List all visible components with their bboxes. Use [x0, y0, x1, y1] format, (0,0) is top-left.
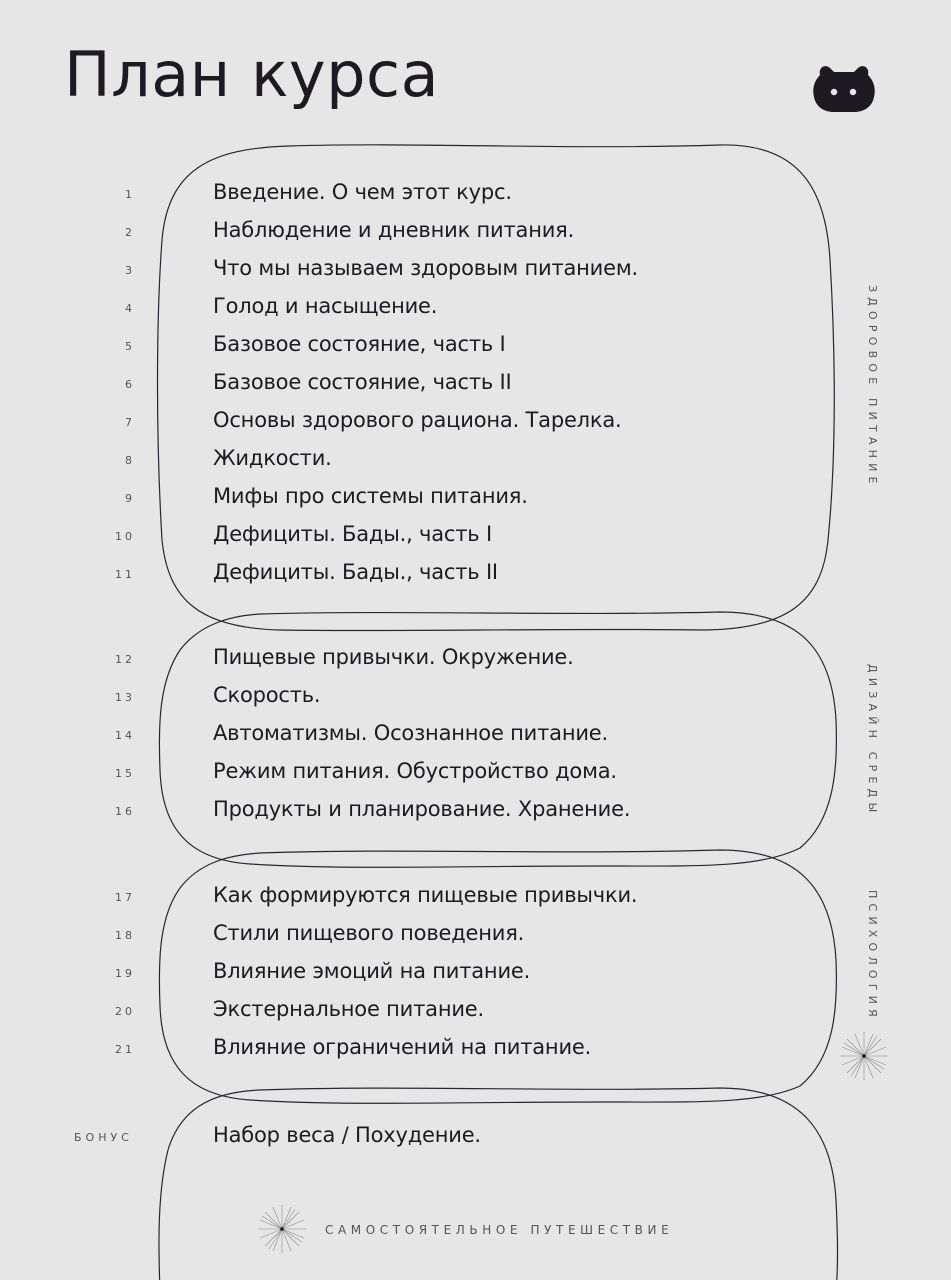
lesson-row[interactable] [0, 1031, 951, 1069]
cat-head-icon [812, 63, 876, 113]
lesson-row[interactable] [0, 214, 951, 252]
lesson-row[interactable] [0, 442, 951, 480]
lesson-number: 2 [125, 226, 135, 239]
section-label-environment: ДИЗАЙН СРЕДЫ [866, 664, 879, 818]
lesson-title: Дефициты. Бады., часть I [213, 522, 492, 546]
lesson-row[interactable] [0, 755, 951, 793]
page-title: План курса [64, 38, 440, 111]
lesson-title: Введение. О чем этот курс. [213, 180, 512, 204]
lesson-row[interactable] [0, 793, 951, 831]
lesson-title: Влияние ограничений на питание. [213, 1035, 592, 1059]
lesson-number: 17 [115, 891, 135, 904]
lesson-row[interactable] [0, 328, 951, 366]
starburst-icon [838, 1030, 890, 1082]
lesson-number: 4 [125, 302, 135, 315]
lesson-title: Экстернальное питание. [213, 997, 484, 1021]
lesson-row[interactable] [0, 993, 951, 1031]
lesson-title: Влияние эмоций на питание. [213, 959, 531, 983]
lesson-row[interactable] [0, 717, 951, 755]
lesson-number: 21 [115, 1043, 135, 1056]
lesson-row[interactable] [0, 556, 951, 594]
lesson-row[interactable] [0, 955, 951, 993]
lesson-row[interactable] [0, 679, 951, 717]
lesson-row[interactable] [0, 252, 951, 290]
lesson-title: Голод и насыщение. [213, 294, 438, 318]
lesson-number: 1 [125, 188, 135, 201]
lesson-title: Пищевые привычки. Окружение. [213, 645, 574, 669]
lesson-number: 19 [115, 967, 135, 980]
lesson-number: 12 [115, 653, 135, 666]
lesson-title: Базовое состояние, часть I [213, 332, 506, 356]
lesson-row[interactable] [0, 917, 951, 955]
lesson-number: 10 [115, 530, 135, 543]
lesson-row[interactable] [0, 641, 951, 679]
lesson-title: Основы здорового рациона. Тарелка. [213, 408, 622, 432]
lesson-number: 18 [115, 929, 135, 942]
lesson-number: 11 [115, 568, 135, 581]
lesson-row[interactable] [0, 1119, 951, 1157]
bonus-label: БОНУС [74, 1131, 133, 1144]
lesson-row[interactable] [0, 404, 951, 442]
lesson-number: 9 [125, 492, 135, 505]
lesson-row[interactable] [0, 290, 951, 328]
lesson-number: 20 [115, 1005, 135, 1018]
lesson-row[interactable] [0, 176, 951, 214]
lesson-number: 3 [125, 264, 135, 277]
lesson-row[interactable] [0, 366, 951, 404]
lesson-number: 15 [115, 767, 135, 780]
lesson-title: Продукты и планирование. Хранение. [213, 797, 631, 821]
lesson-title: Что мы называем здоровым питанием. [213, 256, 638, 280]
lesson-title: Базовое состояние, часть II [213, 370, 512, 394]
lesson-number: 13 [115, 691, 135, 704]
lesson-title: Наблюдение и дневник питания. [213, 218, 575, 242]
lesson-title: Автоматизмы. Осознанное питание. [213, 721, 608, 745]
lesson-number: 6 [125, 378, 135, 391]
bonus-title: Набор веса / Похудение. [213, 1123, 481, 1147]
lesson-number: 14 [115, 729, 135, 742]
lesson-title: Режим питания. Обустройство дома. [213, 759, 617, 783]
lesson-title: Как формируются пищевые привычки. [213, 883, 638, 907]
lesson-row[interactable] [0, 480, 951, 518]
lesson-number: 16 [115, 805, 135, 818]
lesson-title: Стили пищевого поведения. [213, 921, 525, 945]
lesson-title: Мифы про системы питания. [213, 484, 528, 508]
section-label-psychology: ПСИХОЛОГИЯ [866, 890, 879, 1022]
lesson-row[interactable] [0, 879, 951, 917]
lesson-title: Дефициты. Бады., часть II [213, 560, 498, 584]
lesson-number: 8 [125, 454, 135, 467]
lesson-row[interactable] [0, 518, 951, 556]
section-label-healthy: ЗДОРОВОЕ ПИТАНИЕ [866, 285, 879, 489]
lesson-number: 7 [125, 416, 135, 429]
starburst-icon [256, 1203, 308, 1255]
lesson-number: 5 [125, 340, 135, 353]
lesson-title: Скорость. [213, 683, 321, 707]
lesson-title: Жидкости. [213, 446, 332, 470]
footer-text: САМОСТОЯТЕЛЬНОЕ ПУТЕШЕСТВИЕ [325, 1223, 674, 1237]
